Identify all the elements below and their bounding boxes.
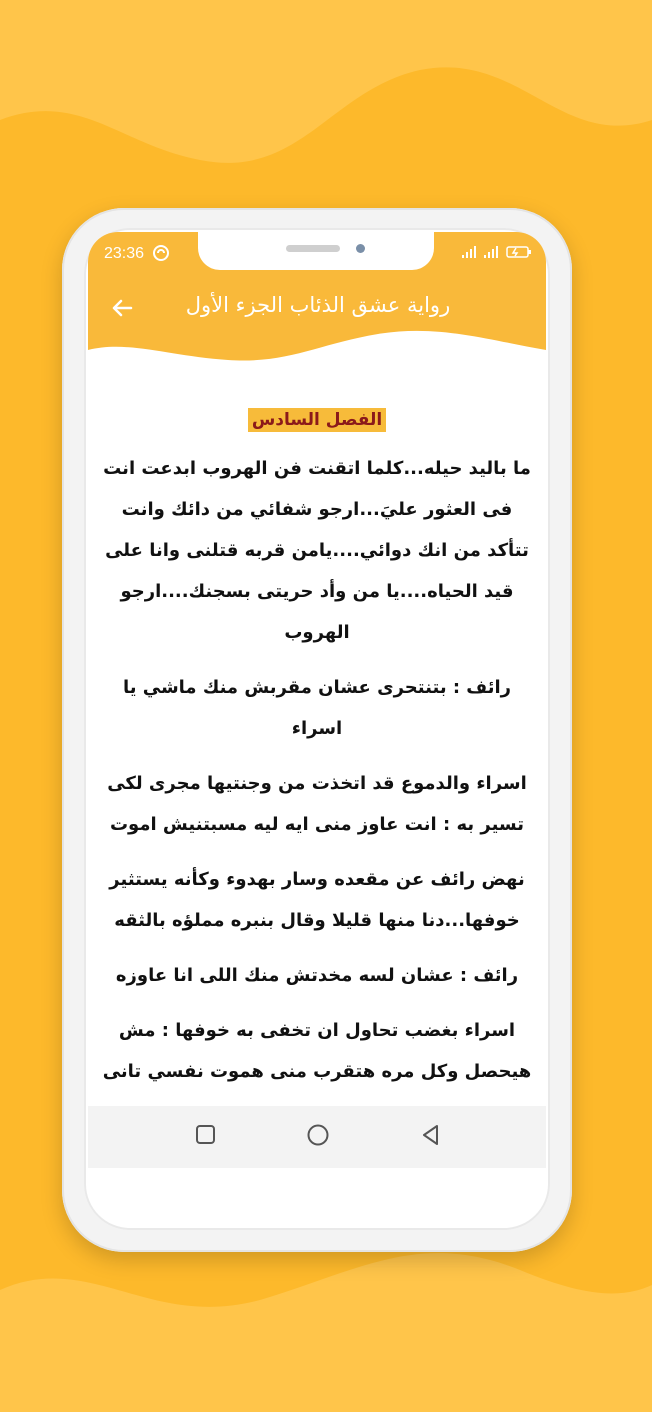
signal-icon [462,246,480,258]
paragraph: رائف : عشان لسه مخدتش منك اللى انا عاوزه [115,965,519,986]
signal-2-icon [484,246,502,258]
paragraph: ما باليد حيله...كلما اتقنت فن الهروب ابدعت انت فى العثور عليَ...ارجو شفائي من دائك وانت تتأكد من انك دوائي....يامن قربه قتلنى وانا على قيد الحياه....يا من وأد حريتى بسجنك....ارجو الهروب [103,458,531,643]
app-bar [88,232,546,362]
camera-notch [198,232,434,270]
system-nav-bar [88,1106,546,1168]
battery-icon [506,246,532,258]
reader-content [88,400,546,1166]
paragraph: اسراء بغضب تحاول ان تخفى به خوفها : مش هيحصل وكل مره هتقرب منى هموت نفسي تانى [102,1020,532,1082]
arrow-back-icon[interactable] [110,296,134,320]
status-icons [462,246,532,258]
paragraph: اسراء والدموع قد اتخذت من وجنتيها مجرى لكى تسير به : انت عاوز منى ايه ليه مسبتنيش اموت [107,773,527,835]
paragraph: رائف : بتنتحرى عشان مقربش منك ماشي يا اسراء [122,677,512,739]
square-icon[interactable] [195,1124,217,1146]
app-title: رواية عشق الذئاب الجزء الأول [185,293,451,317]
chapter-title: الفصل السادس [248,408,386,432]
status-time: 23:36 [104,245,145,262]
triangle-back-icon[interactable] [420,1124,442,1146]
circle-icon[interactable] [306,1124,330,1148]
sync-icon [152,244,170,262]
phone-screen [88,232,546,1168]
paragraph: نهض رائف عن مقعده وسار بهدوء وكأنه يستثير خوفها...دنا منها قليلا وقال بنبره مملؤه بالثقه [109,869,525,931]
front-camera [356,244,365,253]
speaker-grille [286,245,340,252]
